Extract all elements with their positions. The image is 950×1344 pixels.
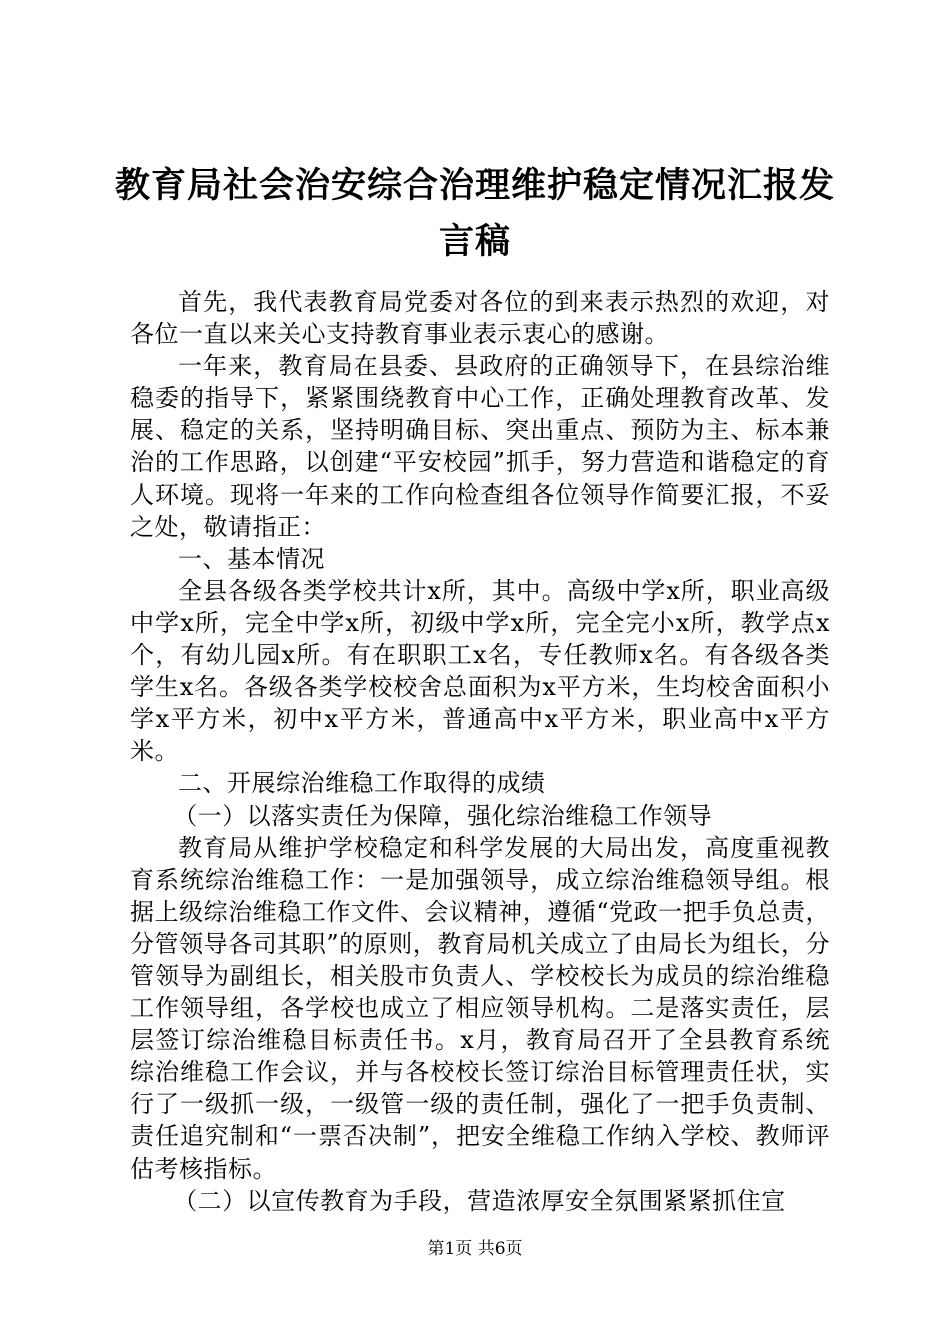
- paragraph-responsibility: 教育局从维护学校稳定和科学发展的大局出发，高度重视教育系统综治维稳工作：一是加强领导，成立综治维稳领导组。根据上级综治维稳工作文件、会议精神，遵循“党政一把手负总责，分管领导各司其职”的原则，教育局机关成立了由局长为组长，分管领导为副组长，相关股市负责人、学校校长为成员的综治维稳工作领导组，各学校也成立了相应领导机构。二是落实责任，层层签订综治维稳目标责任书。x月，教育局召开了全县教育系统综治维稳工作会议，并与各校校长签订综治目标管理责任状，实行了一级抓一级，一级管一级的责任制，强化了一把手负责制、责任追究制和“一票否决制”，把安全维稳工作纳入学校、教师评估考核指标。: [130, 833, 830, 1183]
- paragraph-school-statistics: 全县各级各类学校共计x所，其中。高级中学x所，职业高级中学x所，完全中学x所，初级中学x所，完全完小x所，教学点x个，有幼儿园x所。有在职职工x名，专任教师x名。有各级各类学生x名。各级各类学校校舍总面积为x平方米，生均校舍面积小学x平方米，初中x平方米，普通高中x平方米，职业高中x平方米。: [130, 576, 830, 766]
- subsection-heading-responsibility: （一）以落实责任为保障，强化综治维稳工作领导: [173, 801, 713, 830]
- subsection-heading-publicity: （二）以宣传教育为手段，营造浓厚安全氛围紧紧抓住宣: [173, 1186, 786, 1215]
- document-title: 教育局社会治安综合治理维护稳定情况汇报发言稿: [114, 166, 835, 262]
- document-body: [130, 286, 830, 1217]
- section-heading-basic-situation: 一、基本情况: [178, 544, 325, 573]
- section-heading-achievements: 二、开展综治维稳工作取得的成绩: [178, 769, 546, 798]
- page-footer: 第1页 共6页: [427, 1239, 523, 1259]
- paragraph-welcome: 首先，我代表教育局党委对各位的到来表示热烈的欢迎，对各位一直以来关心支持教育事业表示衷心的感谢。: [130, 288, 830, 349]
- paragraph-overview: 一年来，教育局在县委、县政府的正确领导下，在县综治维稳委的指导下，紧紧围绕教育中心工作，正确处理教育改革、发展、稳定的关系，坚持明确目标、突出重点、预防为主、标本兼治的工作思路，以创建“平安校园”抓手，努力营造和谐稳定的育人环境。现将一年来的工作向检查组各位领导作简要汇报，不妥之处，敬请指正：: [130, 352, 830, 541]
